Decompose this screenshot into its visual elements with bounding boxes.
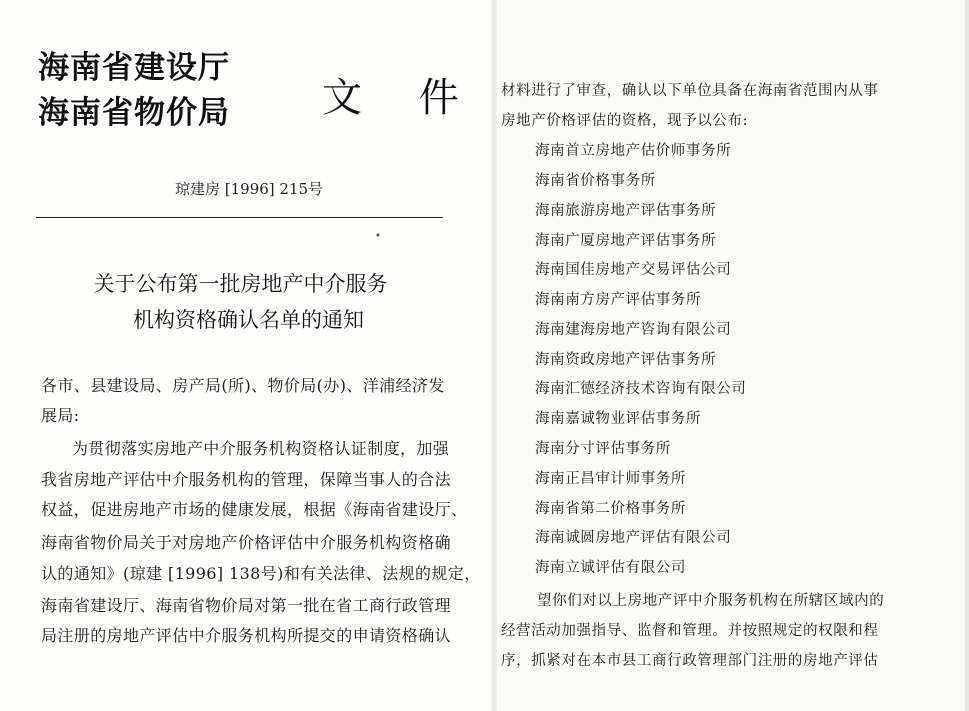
document-word: 文 件 (322, 75, 481, 121)
body-line: 海南省建设厅、海南省物价局对第一批在省工商行政管理 (41, 596, 452, 615)
list-item: 海南建海房地产咨询有限公司 (535, 322, 732, 338)
notice-title-line1: 关于公布第一批房地产中介服务 (93, 272, 388, 296)
body-line: 展局: (41, 406, 80, 425)
list-item: 海南分寸评估事务所 (535, 441, 671, 457)
list-item: 海南资政房地产评估事务所 (535, 352, 717, 368)
list-item: 海南首立房地产估价师事务所 (535, 143, 732, 159)
list-item: 海南省价格事务所 (535, 173, 656, 189)
list-item: 海南立诚评估有限公司 (535, 560, 686, 576)
list-item: 海南旅游房地产评估事务所 (535, 203, 717, 219)
body-line: 各市、县建设局、房产局(所)、物价局(办)、洋浦经济发 (41, 376, 445, 395)
right-page (497, 0, 969, 711)
list-item: 海南南方房产评估事务所 (535, 292, 702, 308)
list-item: 海南广厦房地产评估事务所 (535, 233, 717, 249)
intro-line: 房地产价格评估的资格，现予以公布: (501, 113, 749, 129)
list-item: 海南省第二价格事务所 (535, 501, 686, 517)
body-line: 认的通知》(琼建 [1996] 138号)和有关法律、法规的规定， (41, 564, 481, 583)
closing-line: 望你们对以上房地产评中介服务机构在所辖区域内的 (537, 593, 885, 609)
issuer-construction-dept: 海南省建设厅 (38, 50, 230, 86)
scan-speck: • (375, 231, 381, 242)
body-line: 局注册的房地产评估中介服务机构所提交的申请资格确认 (41, 626, 452, 645)
closing-line: 序，抓紧对在本市县工商行政管理部门注册的房地产评估 (501, 653, 879, 669)
header-divider (36, 217, 443, 218)
list-item: 海南汇德经济技术咨询有限公司 (535, 381, 747, 397)
document-number: 琼建房 [1996] 215号 (175, 180, 324, 198)
closing-line: 经营活动加强指导、监督和管理。并按照规定的权限和程 (501, 623, 879, 639)
list-item: 海南正昌审计师事务所 (535, 471, 686, 487)
issuer-price-bureau: 海南省物价局 (38, 95, 230, 131)
body-line: 为贯彻落实房地产中介服务机构资格认证制度，加强 (72, 439, 450, 458)
intro-line: 材料进行了审查，确认以下单位具备在海南省范围内从事 (501, 83, 879, 99)
body-line: 权益，促进房地产市场的健康发展，根据《海南省建设厅、 (41, 500, 468, 519)
list-item: 海南诚圆房地产评估有限公司 (535, 530, 732, 546)
body-line: 我省房地产评估中介服务机构的管理，保障当事人的合法 (41, 470, 452, 489)
list-item: 海南嘉诚物业评估事务所 (535, 411, 702, 427)
notice-title-line2: 机构资格确认名单的通知 (133, 308, 364, 332)
page-edge (965, 0, 969, 711)
body-line: 海南省物价局关于对房地产价格评估中介服务机构资格确 (41, 533, 452, 552)
list-item: 海南国佳房地产交易评估公司 (535, 262, 732, 278)
